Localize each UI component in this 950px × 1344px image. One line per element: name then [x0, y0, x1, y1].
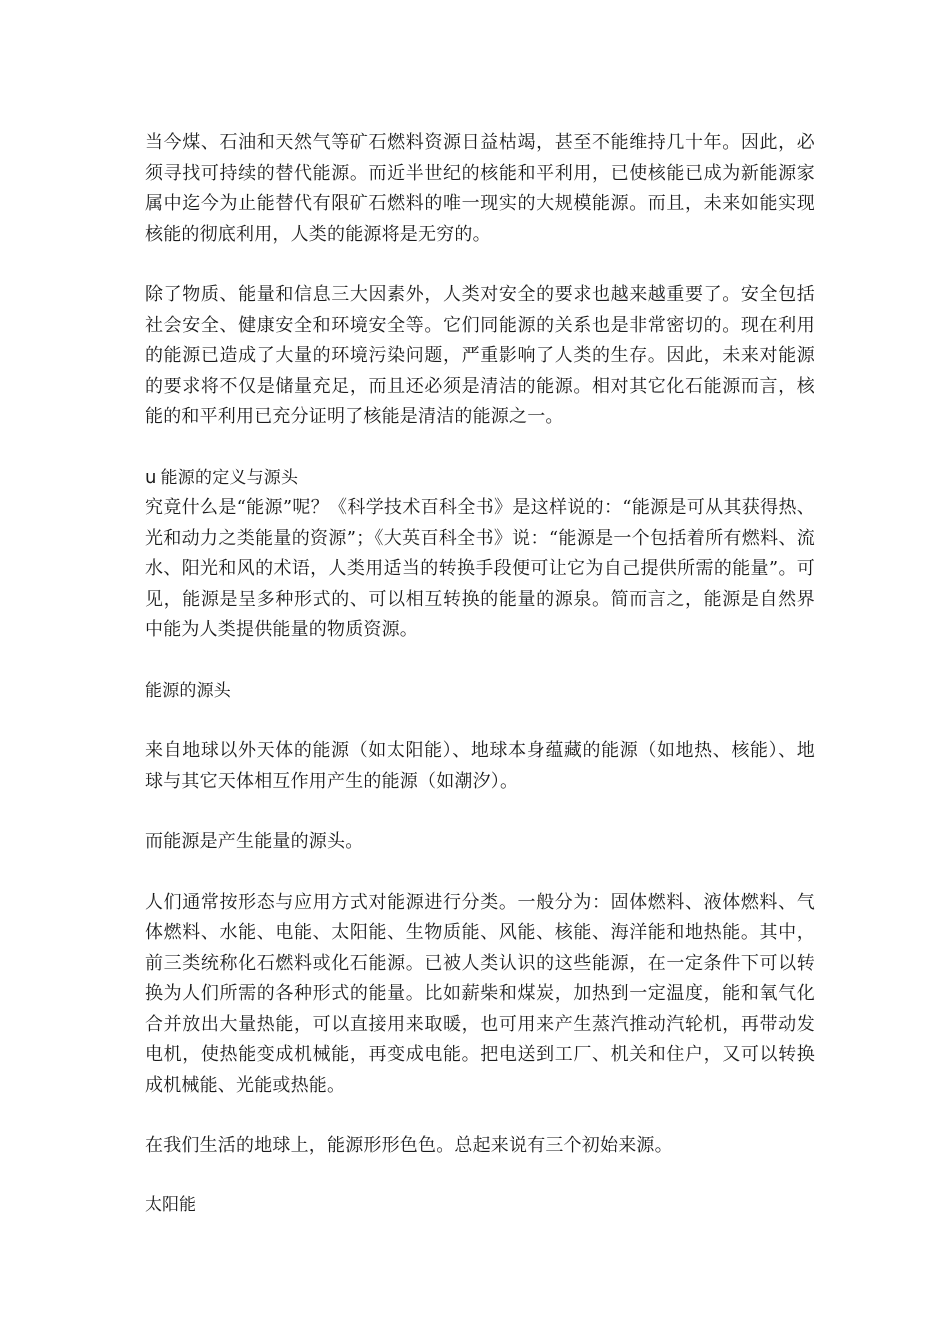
paragraph-fossil-fuel-depletion: 当今煤、石油和天然气等矿石燃料资源日益枯竭，甚至不能维持几十年。因此，必须寻找可持续的替代能源。而近半世纪的核能和平利用，已使核能已成为新能源家属中迄今为止能替代有限矿石燃料的唯一现实的大规模能源。而且，未来如能实现核能的彻底利用，人类的能源将是无穷的。	[145, 132, 815, 245]
paragraph-energy-safety: 除了物质、能量和信息三大因素外，人类对安全的要求也越来越重要了。安全包括社会安全、健康安全和环境安全等。它们同能源的关系也是非常密切的。现在利用的能源已造成了大量的环境污染问题，严重影响了人类的生存。因此，未来对能源的要求将不仅是储量充足，而且还必须是清洁的能源。相对其它化石能源而言，核能的和平利用已充分证明了核能是清洁的能源之一。	[145, 284, 815, 427]
bullet-marker: u	[145, 466, 157, 488]
paragraph-energy-origin: 而能源是产生能量的源头。	[145, 831, 364, 852]
section-heading-text: 能源的定义与源头	[160, 467, 299, 488]
paragraph-energy-definition: 究竟什么是“能源”呢？《科学技术百科全书》是这样说的：“能源是可从其获得热、光和动力之类能量的资源”；《大英百科全书》说：“能源是一个包括着所有燃料、流水、阳光和风的术语，人类用适当的转换手段便可让它为自己提供所需的能量”。可见，能源是呈多种形式的、可以相互转换的能量的源泉。简而言之，能源是自然界中能为人类提供能量的物质资源。	[145, 497, 815, 640]
paragraph-three-sources: 在我们生活的地球上，能源形形色色。总起来说有三个初始来源。	[145, 1135, 673, 1156]
paragraph-energy-classification: 人们通常按形态与应用方式对能源进行分类。一般分为：固体燃料、液体燃料、气体燃料、水能、电能、太阳能、生物质能、风能、核能、海洋能和地热能。其中，前三类统称化石燃料或化石能源。已被人类认识的这些能源，在一定条件下可以转换为人们所需的各种形式的能量。比如薪柴和煤炭，加热到一定温度，能和氧气化合并放出大量热能，可以直接用来取暖，也可用来产生蒸汽推动汽轮机，再带动发电机，使热能变成机械能，再变成电能。把电送到工厂、机关和住户，又可以转换成机械能、光能或热能。	[145, 891, 815, 1096]
document-body	[145, 128, 815, 1162]
heading-solar-energy: 太阳能	[145, 1195, 196, 1215]
section-heading-definition	[145, 463, 815, 494]
paragraph-energy-source-types: 来自地球以外天体的能源（如太阳能）、地球本身蕴藏的能源（如地热、核能）、地球与其它天体相互作用产生的能源（如潮汐）。	[145, 740, 815, 792]
subheading-energy-source: 能源的源头	[145, 680, 231, 701]
